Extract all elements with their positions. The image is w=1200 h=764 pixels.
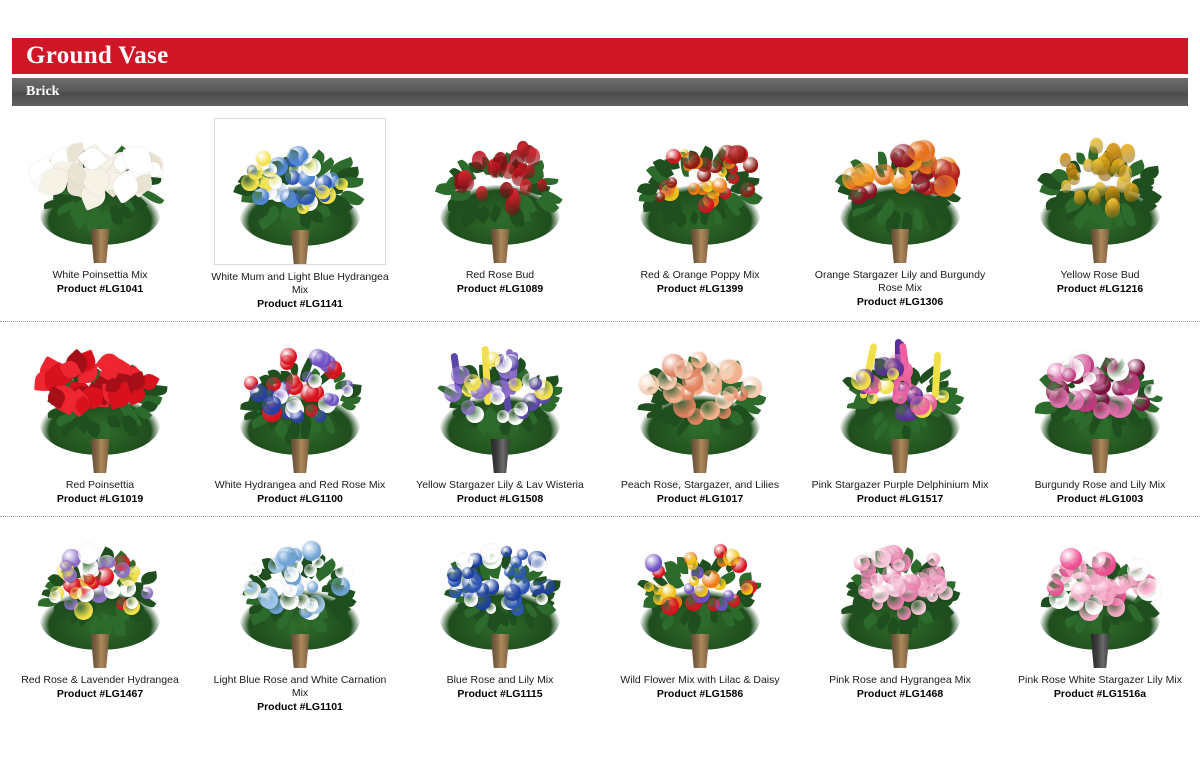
product-thumbnail[interactable]	[815, 328, 985, 473]
page-title: Ground Vase	[26, 42, 169, 69]
product-name: Red Rose Bud	[465, 269, 535, 281]
product-cell[interactable]	[400, 517, 600, 724]
product-image	[1020, 331, 1180, 473]
product-thumbnail[interactable]	[15, 523, 185, 668]
product-name: White Poinsettia Mix	[52, 269, 148, 281]
product-image	[1020, 121, 1180, 263]
product-name: White Mum and Light Blue Hydrangea Mix	[211, 271, 389, 296]
product-image	[1020, 526, 1180, 668]
product-sku: Product #LG1399	[656, 283, 744, 295]
product-cell[interactable]	[200, 322, 400, 516]
product-image	[820, 526, 980, 668]
product-name: Orange Stargazer Lily and Burgundy Rose Mix	[814, 269, 986, 294]
product-name: Peach Rose, Stargazer, and Lilies	[620, 479, 780, 491]
product-thumbnail[interactable]	[15, 328, 185, 473]
product-cell[interactable]	[600, 112, 800, 321]
product-thumbnail[interactable]	[415, 328, 585, 473]
product-thumbnail[interactable]	[214, 118, 386, 265]
product-sku: Product #LG1019	[56, 493, 144, 505]
product-thumbnail[interactable]	[1015, 328, 1185, 473]
product-sku: Product #LG1517	[856, 493, 944, 505]
product-sku: Product #LG1468	[856, 688, 944, 700]
product-name: Yellow Rose Bud	[1060, 269, 1140, 281]
category-title-bar	[12, 38, 1188, 74]
product-cell[interactable]	[600, 517, 800, 724]
product-sku: Product #LG1141	[257, 298, 343, 310]
product-row	[0, 322, 1200, 517]
product-image	[620, 526, 780, 668]
product-sku: Product #LG1041	[56, 283, 144, 295]
product-thumbnail[interactable]	[1015, 523, 1185, 668]
product-cell[interactable]	[1000, 112, 1200, 321]
product-sku: Product #LG1003	[1056, 493, 1144, 505]
product-name: Red Poinsettia	[65, 479, 135, 491]
product-name: Burgundy Rose and Lily Mix	[1034, 479, 1166, 491]
product-name: Pink Rose White Stargazer Lily Mix	[1018, 674, 1182, 686]
product-sku: Product #LG1115	[457, 688, 543, 700]
product-image	[420, 331, 580, 473]
product-cell[interactable]	[400, 112, 600, 321]
product-sku: Product #LG1101	[257, 701, 343, 713]
product-row	[0, 112, 1200, 322]
product-image	[20, 331, 180, 473]
product-sku: Product #LG1306	[856, 296, 944, 308]
product-image	[220, 526, 380, 668]
product-thumbnail[interactable]	[615, 328, 785, 473]
product-thumbnail[interactable]	[215, 523, 385, 668]
product-thumbnail[interactable]	[815, 118, 985, 263]
product-cell[interactable]	[800, 112, 1000, 321]
product-sku: Product #LG1586	[656, 688, 744, 700]
product-thumbnail[interactable]	[415, 523, 585, 668]
product-image	[820, 331, 980, 473]
product-name: Yellow Stargazer Lily & Lav Wisteria	[416, 479, 584, 491]
product-cell[interactable]	[600, 322, 800, 516]
product-thumbnail[interactable]	[415, 118, 585, 263]
product-cell[interactable]	[0, 517, 200, 724]
product-cell[interactable]	[1000, 517, 1200, 724]
product-sku: Product #LG1508	[456, 493, 544, 505]
product-cell[interactable]	[0, 112, 200, 321]
product-name: Red Rose & Lavender Hydrangea	[21, 674, 179, 686]
product-image	[820, 121, 980, 263]
product-cell[interactable]	[400, 322, 600, 516]
product-sku: Product #LG1089	[456, 283, 544, 295]
product-thumbnail[interactable]	[215, 328, 385, 473]
product-cell[interactable]	[800, 517, 1000, 724]
product-row	[0, 517, 1200, 724]
product-cell[interactable]	[800, 322, 1000, 516]
product-name: Blue Rose and Lily Mix	[446, 674, 554, 686]
product-thumbnail[interactable]	[815, 523, 985, 668]
product-image	[220, 122, 380, 264]
product-image	[420, 526, 580, 668]
product-sku: Product #LG1467	[56, 688, 144, 700]
product-image	[20, 526, 180, 668]
product-name: Pink Rose and Hygrangea Mix	[829, 674, 971, 686]
product-name: White Hydrangea and Red Rose Mix	[214, 479, 386, 491]
product-cell[interactable]	[200, 112, 400, 321]
product-name: Pink Stargazer Purple Delphinium Mix	[811, 479, 989, 491]
product-thumbnail[interactable]	[1015, 118, 1185, 263]
page-subtitle: Brick	[26, 84, 60, 99]
product-thumbnail[interactable]	[15, 118, 185, 263]
product-image	[220, 331, 380, 473]
product-cell[interactable]	[1000, 322, 1200, 516]
product-name: Red & Orange Poppy Mix	[640, 269, 760, 281]
product-grid	[0, 112, 1200, 724]
product-image	[620, 331, 780, 473]
product-thumbnail[interactable]	[615, 118, 785, 263]
product-cell[interactable]	[200, 517, 400, 724]
product-sku: Product #LG1516a	[1053, 688, 1147, 700]
product-image	[420, 121, 580, 263]
product-image	[620, 121, 780, 263]
product-sku: Product #LG1017	[656, 493, 744, 505]
product-name: Wild Flower Mix with Lilac & Daisy	[620, 674, 780, 686]
product-image	[20, 121, 180, 263]
category-subtitle-bar	[12, 78, 1188, 106]
product-name: Light Blue Rose and White Carnation Mix	[213, 674, 387, 699]
product-cell[interactable]	[0, 322, 200, 516]
product-sku: Product #LG1216	[1056, 283, 1144, 295]
product-sku: Product #LG1100	[257, 493, 343, 505]
product-thumbnail[interactable]	[615, 523, 785, 668]
